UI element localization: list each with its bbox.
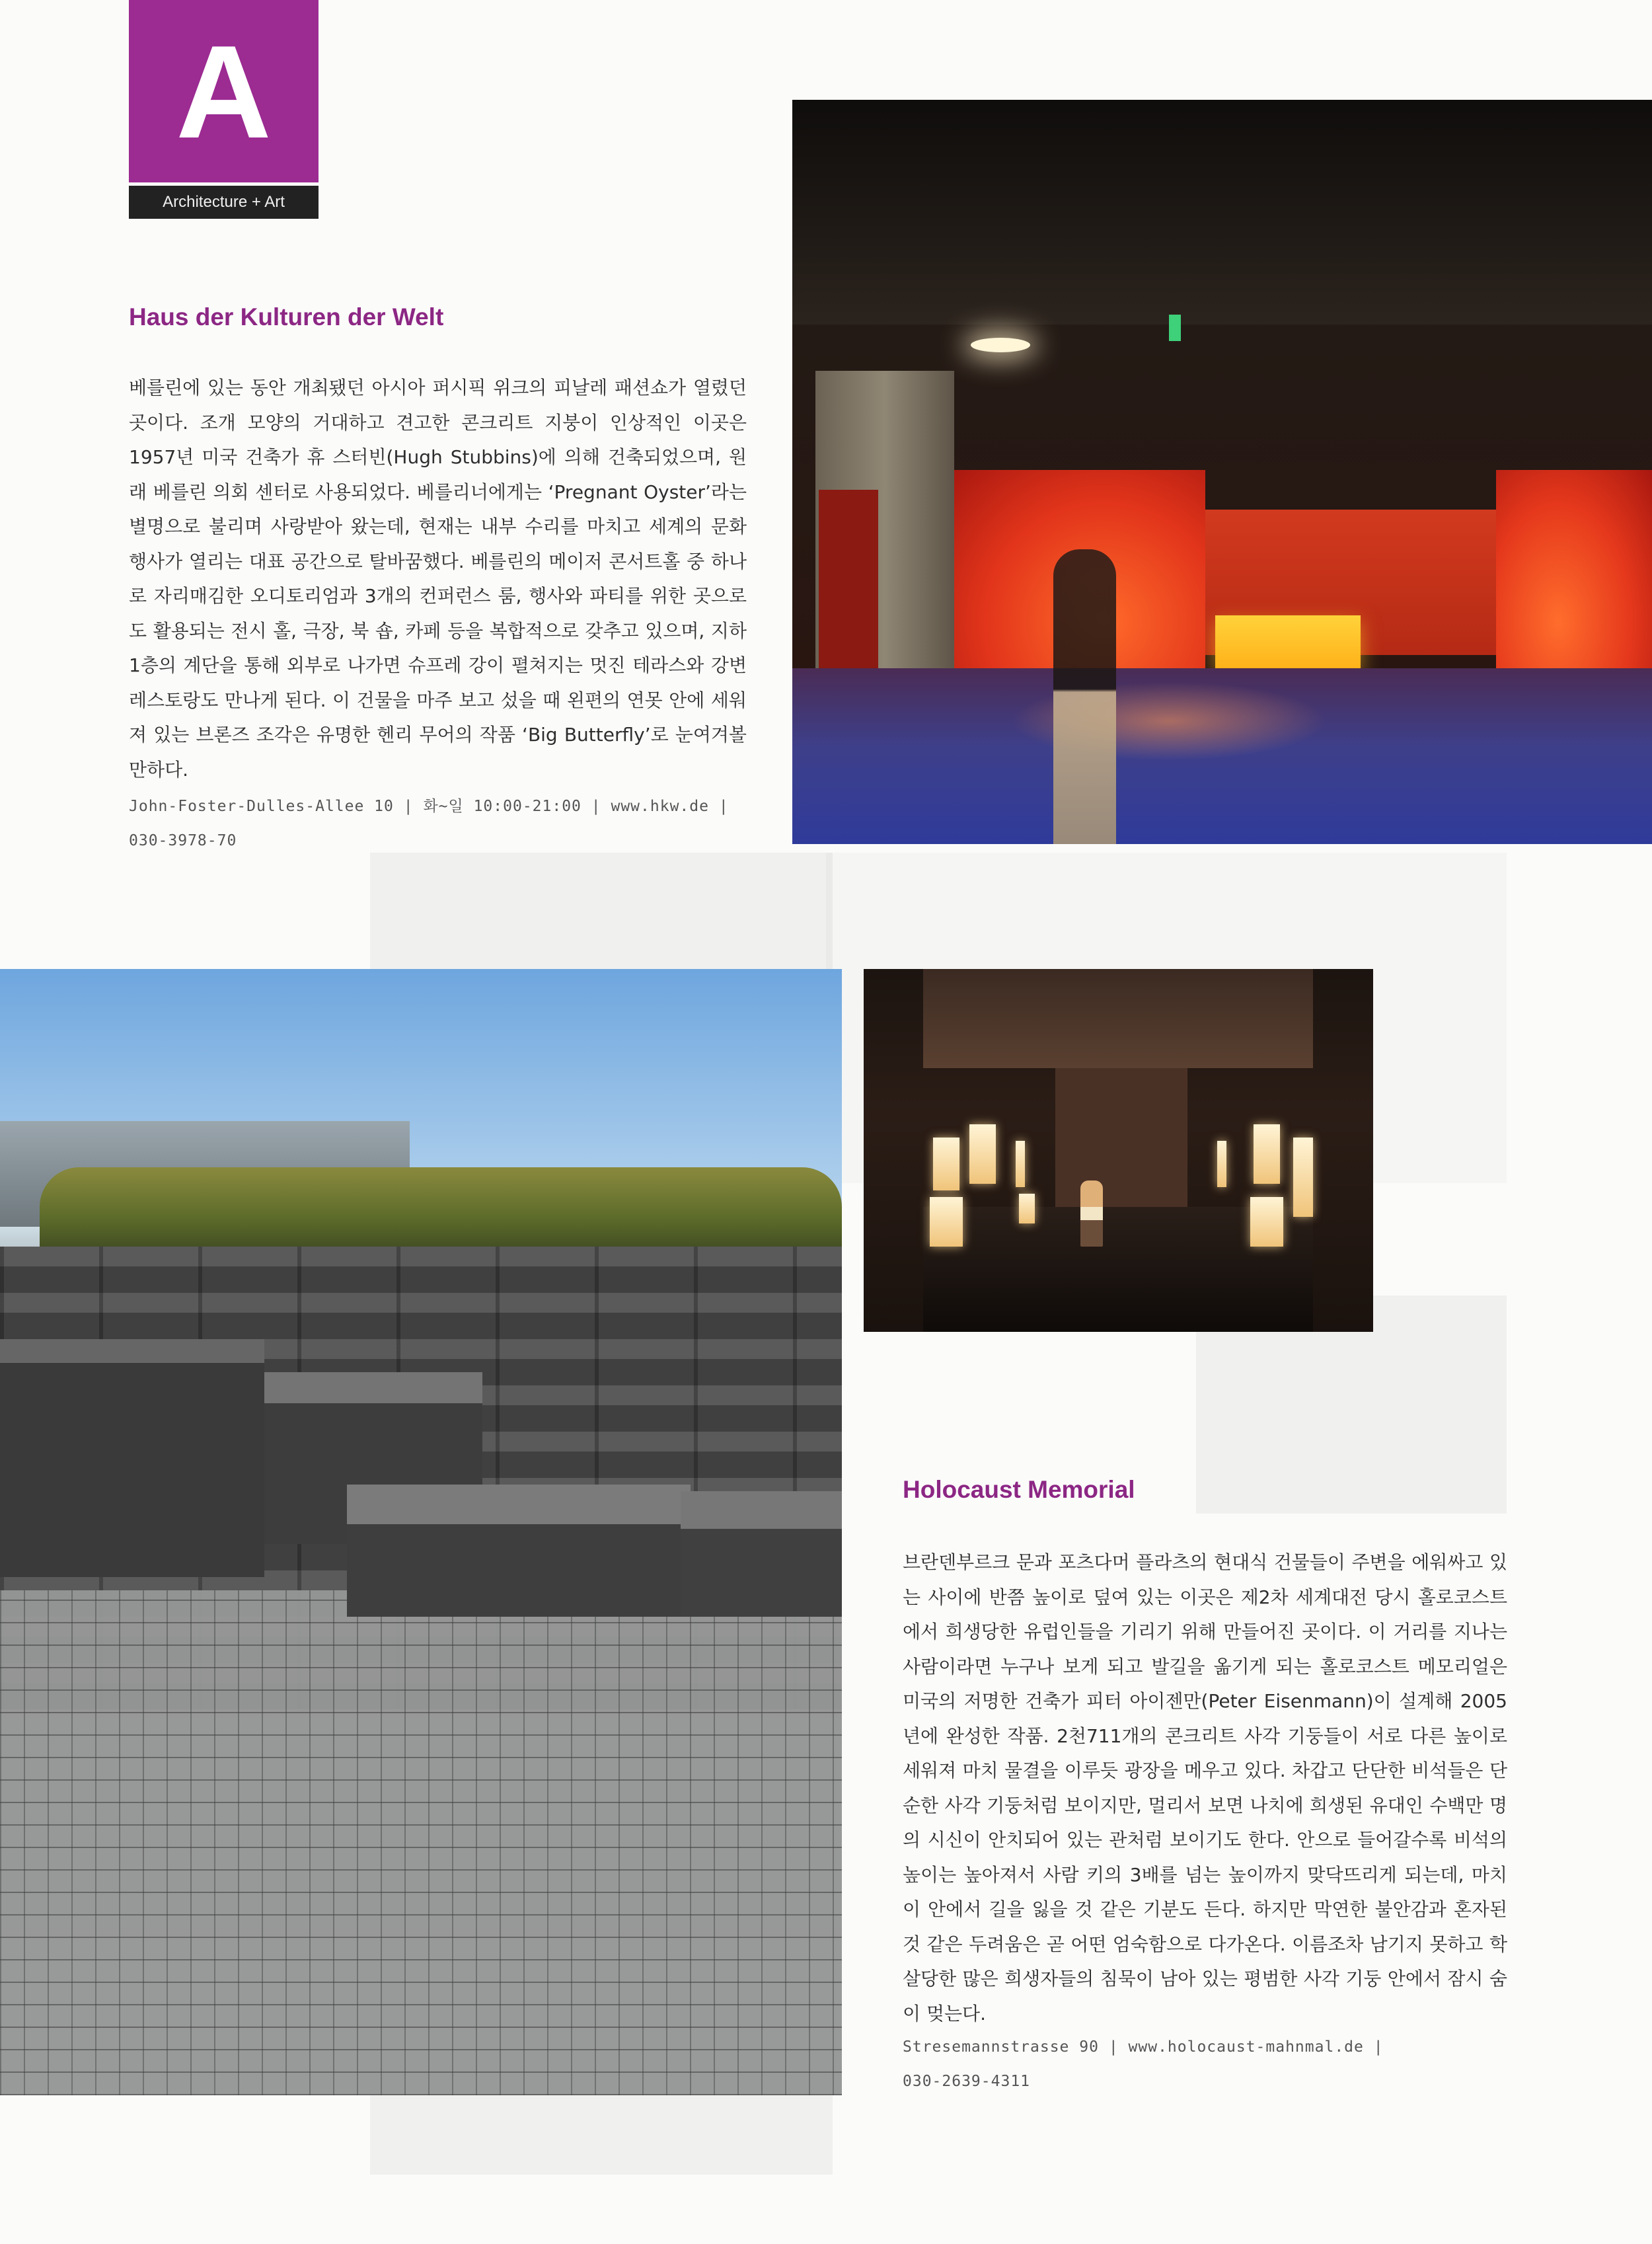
room-ceiling bbox=[923, 969, 1313, 1068]
lit-exhibit-panel bbox=[1217, 1141, 1226, 1187]
article2-website[interactable]: www.holocaust-mahnmal.de bbox=[1128, 2038, 1364, 2056]
ceiling-light bbox=[971, 338, 1030, 352]
separator: | bbox=[1373, 2038, 1384, 2056]
concrete-stele bbox=[347, 1485, 691, 1617]
memorial-field-photo bbox=[0, 969, 842, 2095]
lit-exhibit-panel bbox=[930, 1197, 963, 1247]
article1-title: Haus der Kulturen der Welt bbox=[129, 303, 444, 330]
walking-person bbox=[1053, 549, 1116, 844]
hkw-interior-photo bbox=[792, 100, 1652, 844]
lit-exhibit-panel bbox=[1250, 1197, 1283, 1247]
lit-exhibit-panel bbox=[1254, 1124, 1280, 1184]
memorial-interior-photo bbox=[864, 969, 1373, 1332]
article1-body: 베를린에 있는 동안 개최됐던 아시아 퍼시픽 위크의 피날레 패션쇼가 열렸던 곳이다. 조개 모양의 거대하고 견고한 콘크리트 지붕이 인상적인 이곳은 1957년 미국 건축가 휴 스터빈(Hugh Stubbins)에 의해 건축되었으며, 원래 베를린 의회 센터로 사용되었다. 베를리너에게는 ‘Pregnant Oyster’라는 별명으로 불리며 사랑받아 왔는데, 현재는 내부 수리를 마치고 세계의 문화 행사가 열리는 대표 공간으로 탈바꿈했다. 베를린의 메이저 콘서트홀 중 하나로 자리매김한 오디토리엄과 3개의 컨퍼런스 룸, 행사와 파티를 위한 곳으로도 활용되는 전시 홀, 극장, 북 숍, 카페 등을 복합적으로 갖추고 있으며, 지하 1층의 계단을 통해 외부로 나가면 슈프레 강이 펼쳐지는 멋진 테라스와 강변 레스토랑도 만나게 된다. 이 건물을 마주 보고 섰을 때 왼편의 연못 안에 세워져 있는 브론즈 조각은 유명한 헨리 무어의 작품 ‘Big Butterfly’로 눈여겨볼 만하다. bbox=[129, 377, 747, 781]
separator: | bbox=[1108, 2038, 1119, 2056]
child-figure bbox=[1080, 1180, 1103, 1247]
photo-ceiling bbox=[792, 100, 1652, 325]
article1-hours: 화~일 10:00-21:00 bbox=[423, 798, 582, 815]
section-label: Architecture + Art bbox=[129, 186, 319, 219]
article1-info bbox=[129, 789, 763, 858]
article2-address: Stresemannstrasse 90 bbox=[903, 2038, 1099, 2056]
separator: | bbox=[403, 798, 414, 815]
article2-title: Holocaust Memorial bbox=[903, 1476, 1135, 1503]
lit-exhibit-panel bbox=[969, 1124, 996, 1184]
room-back-wall bbox=[1055, 1068, 1187, 1207]
tree-line bbox=[40, 1167, 842, 1253]
lit-exhibit-panel bbox=[1293, 1138, 1313, 1217]
article2-info bbox=[903, 2030, 1524, 2099]
article1-website[interactable]: www.hkw.de bbox=[611, 798, 709, 815]
reception-desk bbox=[1215, 615, 1361, 668]
concrete-stele bbox=[681, 1491, 842, 1617]
concrete-stele bbox=[0, 1339, 264, 1577]
section-badge bbox=[129, 0, 319, 182]
article1-address: John-Foster-Dulles-Allee 10 bbox=[129, 798, 394, 815]
separator: | bbox=[591, 798, 601, 815]
lit-exhibit-panel bbox=[933, 1138, 959, 1190]
article2-phone: 030-2639-4311 bbox=[903, 2073, 1031, 2090]
article1-phone: 030-3978-70 bbox=[129, 832, 237, 849]
exit-sign bbox=[1169, 315, 1181, 341]
article2-body: 브란덴부르크 문과 포츠다머 플라츠의 현대식 건물들이 주변을 에워싸고 있는 사이에 반쯤 높이로 덮여 있는 이곳은 제2차 세계대전 당시 홀로코스트에서 희생당한 유럽인들을 기리기 위해 만들어진 곳이다. 이 거리를 지나는 사람이라면 누구나 보게 되고 발길을 옮기게 되는 홀로코스트 메모리얼은 미국의 저명한 건축가 피터 아이젠만(Peter Eisenmann)이 설계해 2005년에 완성한 작품. 2천711개의 콘크리트 사각 기둥들이 서로 다른 높이로 세워져 마치 물결을 이루듯 광장을 메우고 있다. 차갑고 단단한 비석들은 단순한 사각 기둥처럼 보이지만, 멀리서 보면 나치에 희생된 유대인 수백만 명의 시신이 안치되어 있는 관처럼 보이기도 한다. 안으로 들어갈수록 비석의 높이는 높아져서 사람 키의 3배를 넘는 높이까지 맞닥뜨리게 되는데, 마치 이 안에서 길을 잃을 것 같은 기분도 든다. 하지만 막연한 불안감과 혼자된 것 같은 두려움은 곧 어떤 엄숙함으로 다가온다. 이름조차 남기지 못하고 학살당한 많은 희생자들의 침묵이 남아 있는 평범한 사각 기둥 안에서 잠시 숨이 멎는다. bbox=[903, 1551, 1507, 2025]
lit-exhibit-panel bbox=[1016, 1141, 1025, 1187]
lit-exhibit-panel bbox=[1019, 1194, 1035, 1223]
pavement-lines bbox=[0, 1590, 842, 2095]
separator: | bbox=[718, 798, 729, 815]
section-letter: A bbox=[176, 19, 272, 166]
